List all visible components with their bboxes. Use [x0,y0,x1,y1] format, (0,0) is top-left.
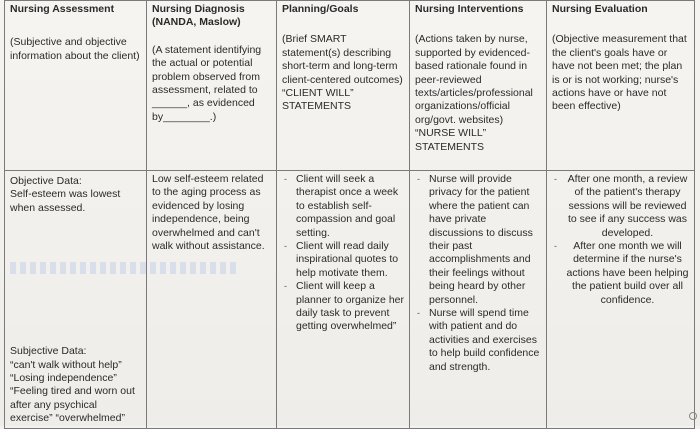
intervention-item: - Nurse will spend time with patient and do activities and exercises to help build confidence and strength. [417,307,540,373]
header-assessment-title: Nursing Assessment [10,3,115,15]
evaluation-item: - After one month, a review of the patient's therapy sessions will be reviewed to see if any success was developed. [554,173,688,239]
nursing-care-plan-table [4,0,695,429]
header-planning [277,1,410,171]
bullet-dash: - [417,308,420,319]
header-row [5,1,695,171]
interventions-list [415,173,541,374]
assessment-cell [5,171,147,429]
diagnosis-text: Low self-esteem related to the aging process as evidenced by losing independence, being overwhelmed and can't walk without assistance. [152,173,265,253]
header-interventions [410,1,547,171]
header-diagnosis [147,1,277,171]
planning-item: - Client will seek a therapist once a week to establish self-compassion and goal setting. [284,173,399,239]
header-diagnosis-title: Nursing Diagnosis (NANDA, Maslow) [152,3,245,29]
objective-data [10,175,141,215]
corner-mark-icon [689,412,697,420]
bullet-dash: - [554,174,557,184]
header-evaluation-desc: (Objective measurement that the client's goals have or have not been met; the plan is or is not working; nurse's actions have or have not been effective) [552,33,687,113]
intervention-item: - Nurse will provide privacy for the patient where the patient can have private discussions to discuss their past accomplishments and their feelings without being heard by other personnel. [417,173,533,306]
header-evaluation-title: Nursing Evaluation [552,3,648,15]
header-assessment-desc: (Subjective and objective information about the client) [10,36,140,62]
header-assessment [5,1,147,171]
bullet-dash: - [554,241,557,252]
header-interventions-desc: (Actions taken by nurse, supported by evidenced-based rationale found in peer-reviewed texts/articles/professional organizations/official org/govt. websites) “NURSE WILL” STATEMENTS [415,33,533,153]
diagnosis-cell [147,171,277,429]
bullet-dash: - [284,241,287,252]
bullet-dash: - [284,281,287,292]
planning-cell [277,171,410,429]
bullet-dash: - [284,174,287,184]
bullet-dash: - [417,174,420,184]
evaluation-item: - After one month we will determine if the nurse's actions have been helping the patient build over all confidence. [554,240,689,306]
subjective-data [10,345,141,425]
planning-list [282,173,404,334]
evaluation-cell [547,171,695,429]
subjective-text: “can't walk without help” “Losing independence” “Feeling tired and worn out after any psychical exercise” “overwhelmed” [10,358,135,425]
planning-item: - Client will keep a planner to organize her daily task to prevent getting overwhelmed” [284,280,404,333]
interventions-cell [410,171,547,429]
subjective-label: Subjective Data: [10,345,87,358]
header-interventions-title: Nursing Interventions [415,3,524,15]
header-planning-desc: (Brief SMART statement(s) describing short-term and long-term client-centered outcomes) “CLIENT WILL” STATEMENTS [282,33,403,113]
objective-label: Objective Data: [10,175,82,187]
header-diagnosis-desc: (A statement identifying the actual or potential problem observed from assessment, related to ______, as evidenced by________.) [152,43,262,123]
planning-item: - Client will read daily inspirational quotes to help motivate them. [284,240,399,279]
header-planning-title: Planning/Goals [282,3,359,15]
objective-text: Self-esteem was lowest when assessed. [10,188,121,214]
evaluation-list [552,173,689,307]
content-row [5,171,695,429]
header-evaluation [547,1,695,171]
